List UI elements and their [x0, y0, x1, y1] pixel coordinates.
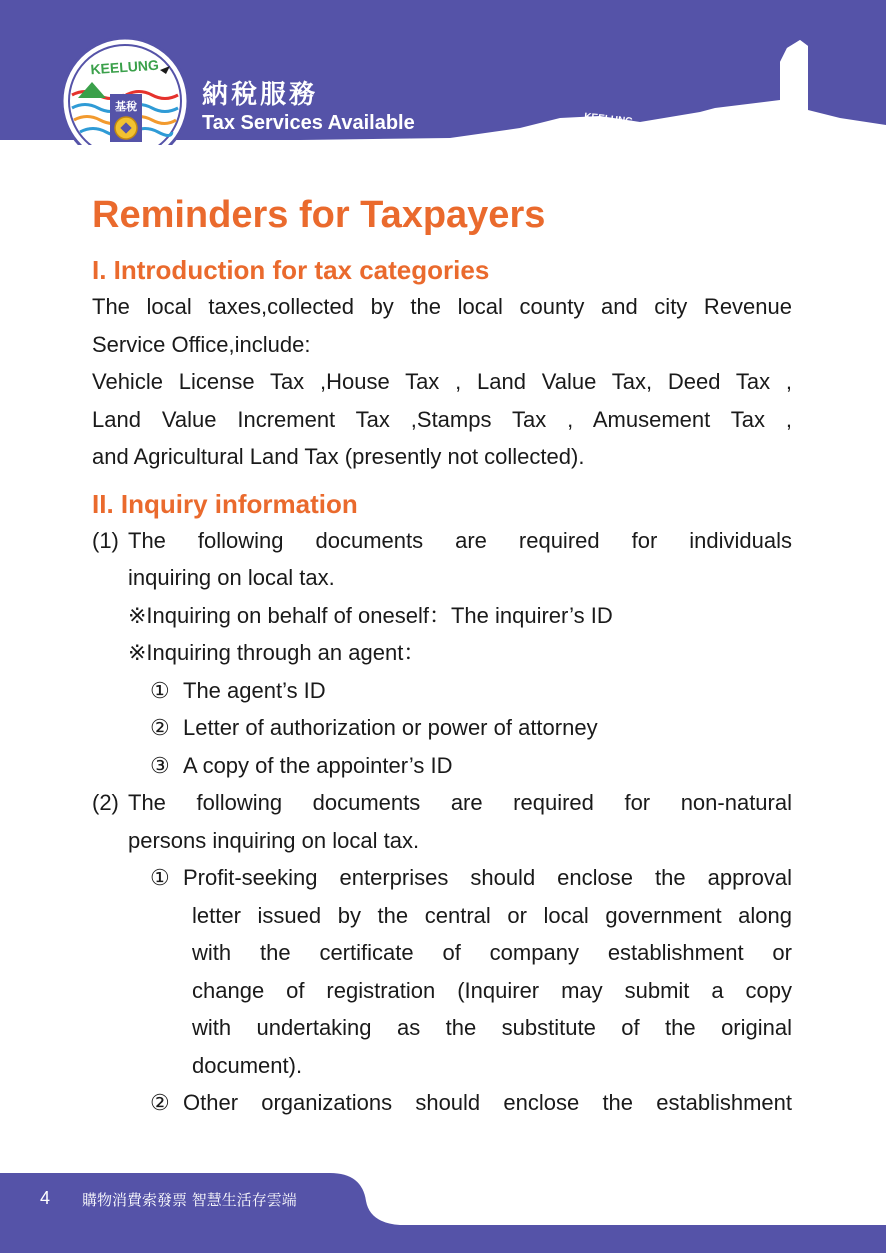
text-line: Other organizations should enclose the establishment — [183, 1090, 792, 1115]
brand-title-zh: 納稅服務 — [202, 80, 319, 110]
note-self: ※Inquiring on behalf of oneself：The inquirer’s ID — [128, 602, 613, 628]
note-agent: ※Inquiring through an agent： — [128, 640, 426, 665]
footer-slogan: 購物消費索發票 智慧生活存雲端 — [82, 1191, 297, 1209]
paragraph-line: Service Office,include: — [92, 331, 311, 357]
text-line: with undertaking as the substitute of the original — [192, 1015, 792, 1040]
section-heading-inquiry: II. Inquiry information — [92, 488, 358, 519]
paragraph-line: The local taxes,collected by the local county and city Revenue — [92, 294, 792, 319]
item-marker: ② — [150, 1090, 170, 1115]
list-item-agent-doc — [92, 672, 792, 710]
footer-banner — [0, 1173, 886, 1253]
item-text-continued: persons inquiring on local tax. — [128, 827, 420, 853]
list-item-non-natural-persons — [92, 784, 792, 822]
skyline-label: KEELUNG — [583, 111, 634, 128]
page-title: Reminders for Taxpayers — [92, 194, 546, 236]
section-heading-tax-categories: I. Introduction for tax categories — [92, 255, 490, 285]
item-marker: ② — [150, 715, 170, 740]
text-line: Profit-seeking enterprises should enclose the approval — [183, 865, 792, 890]
text-line: document). — [192, 1052, 303, 1078]
page-number: 4 — [40, 1188, 51, 1208]
list-item-agent-doc — [92, 709, 792, 747]
text-line: with the certificate of company establishment or — [192, 940, 792, 965]
text-line: change of registration (Inquirer may submit a copy — [192, 977, 792, 1003]
item-text: Letter of authorization or power of attorney — [183, 715, 598, 740]
list-item-agent-doc — [92, 747, 792, 785]
document-body — [92, 190, 792, 1122]
item-number: (2) — [92, 790, 119, 815]
item-number: (1) — [92, 527, 119, 553]
item-marker: ① — [150, 677, 170, 703]
item-marker: ③ — [150, 752, 170, 778]
paragraph-line: Vehicle License Tax ,House Tax , Land Value Tax, Deed Tax , — [92, 369, 792, 394]
keelung-tax-logo — [62, 38, 188, 145]
list-item-individuals — [92, 522, 792, 560]
item-text: A copy of the appointer’s ID — [183, 752, 453, 778]
page-footer — [0, 1173, 886, 1253]
page-header — [0, 0, 886, 145]
svg-text:KEELUNG: KEELUNG — [89, 56, 160, 78]
text-line: letter issued by the central or local government along — [192, 902, 792, 928]
list-item-other-organizations — [92, 1084, 792, 1122]
item-text: The following documents are required for individuals — [128, 527, 792, 553]
item-text: The following documents are required for non-natural — [128, 790, 792, 815]
list-item-enterprises — [92, 859, 792, 897]
svg-text:基稅: 基稅 — [115, 100, 137, 113]
brand-title-en: Tax Services Available — [202, 112, 415, 134]
paragraph-line: Land Value Increment Tax ,Stamps Tax , Amusement Tax , — [92, 406, 792, 432]
item-marker: ① — [150, 865, 170, 890]
header-banner — [0, 0, 886, 145]
item-text-continued: inquiring on local tax. — [128, 565, 335, 590]
paragraph-line: and Agricultural Land Tax (presently not collected). — [92, 444, 585, 469]
item-text-block — [183, 859, 792, 897]
item-text: The agent’s ID — [183, 677, 326, 703]
